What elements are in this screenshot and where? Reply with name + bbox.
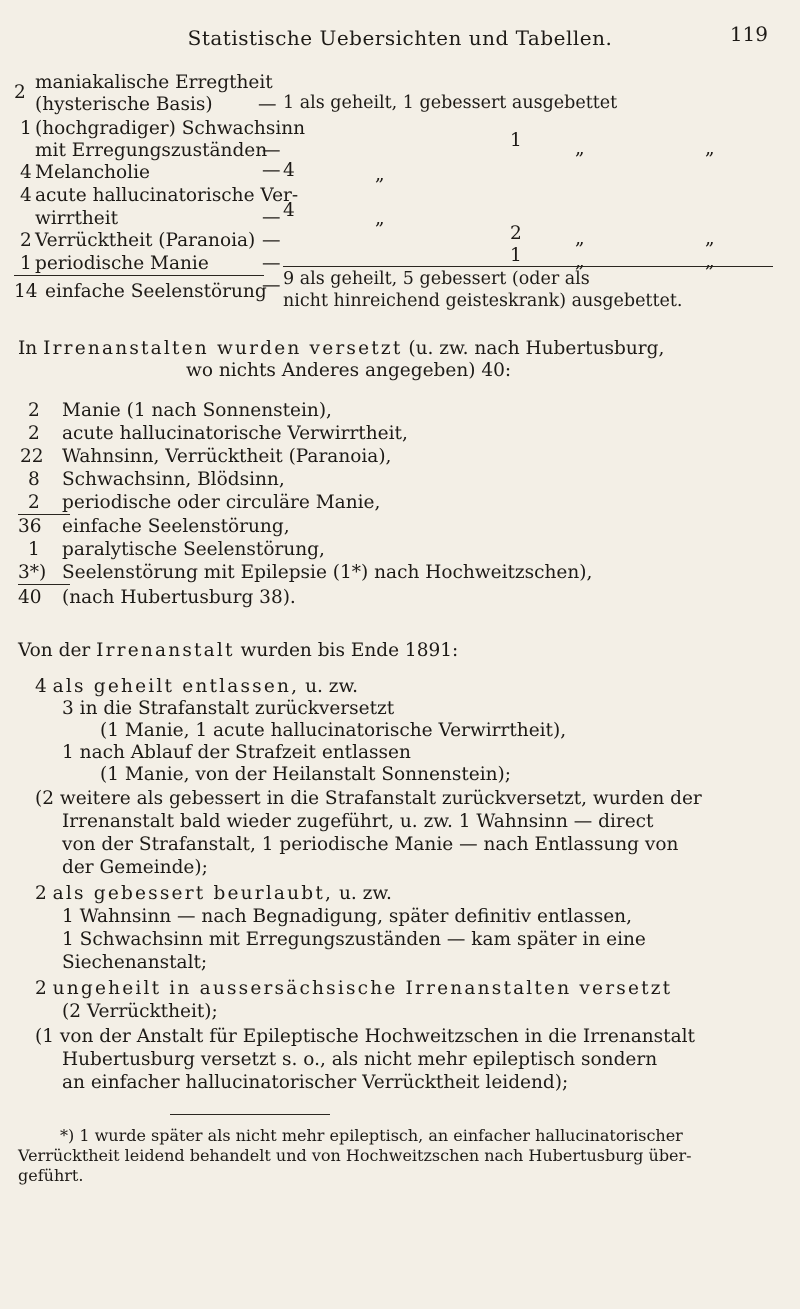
sum-rule <box>14 275 264 276</box>
row-count: 4 <box>20 185 32 206</box>
category-count: 2 <box>35 978 47 999</box>
item-text: acute hallucinatorische Verwirrtheit, <box>62 423 408 444</box>
heading-lead: In <box>18 338 38 359</box>
note-line: (1 von der Anstalt für Epileptische Hochweitzschen in die Irrenanstalt <box>35 1026 695 1047</box>
item-count: 2 <box>28 400 40 421</box>
note-line: Hubertusburg versetzt s. o., als nicht mehr epileptisch sondern <box>62 1049 658 1070</box>
total-count: 40 <box>18 587 42 608</box>
row-count: 1 <box>20 253 32 274</box>
heading-spaced: Irrenanstalt <box>96 640 235 661</box>
cell-ditto: „ <box>575 251 585 272</box>
sum-rule <box>283 266 773 267</box>
cell-gebessert: 1 <box>510 130 522 151</box>
item-text: periodische oder circuläre Manie, <box>62 492 381 513</box>
note-line: von der Strafanstalt, 1 periodische Manie — nach Entlassung von <box>62 834 679 855</box>
detail-line: (1 Manie, von der Heilanstalt Sonnenstein); <box>100 764 511 785</box>
note-line: der Gemeinde); <box>62 857 208 878</box>
item-count: 2 <box>28 492 40 513</box>
category-line <box>35 883 392 905</box>
footnote-line: *) 1 wurde später als nicht mehr epileptisch, an einfacher hallucinatorischer <box>60 1126 683 1145</box>
row-count: 1 <box>20 118 32 139</box>
cell-gebessert: 1 <box>510 245 522 266</box>
category-suffix: u. zw. <box>305 676 359 697</box>
row-dash: — <box>262 160 281 181</box>
section-heading <box>18 640 458 662</box>
item-count: 3*) <box>18 562 47 583</box>
category-suffix: u. zw. <box>338 883 392 904</box>
detail-line: 1 Wahnsinn — nach Begnadigung, später definitiv entlassen, <box>62 906 632 927</box>
item-count: 1 <box>28 539 40 560</box>
cell-ditto: „ <box>705 228 715 249</box>
footnote-line: geführt. <box>18 1166 84 1185</box>
row-label-cont: wirrtheit <box>35 208 119 229</box>
cell-ditto: „ <box>575 138 585 159</box>
row-count: 2 <box>20 230 32 251</box>
detail-line: 1 nach Ablauf der Strafzeit entlassen <box>62 742 411 763</box>
sum-rule <box>18 584 70 585</box>
detail-line: (1 Manie, 1 acute hallucinatorische Verwirrtheit), <box>100 720 567 741</box>
subtotal-text: einfache Seelenstörung, <box>62 516 290 537</box>
heading-spaced: Irrenanstalten wurden versetzt <box>43 338 403 359</box>
item-count: 8 <box>28 469 40 490</box>
cell-ditto: „ <box>575 228 585 249</box>
row-dash: — <box>262 253 281 274</box>
cell-ditto: „ <box>705 138 715 159</box>
cell-ditto: „ <box>705 251 715 272</box>
row-label: Verrücktheit (Paranoia) <box>35 230 256 251</box>
row-label: periodische Manie <box>35 253 209 274</box>
detail-line: (2 Verrücktheit); <box>62 1001 218 1022</box>
cell-ditto: „ <box>375 164 385 185</box>
row-count: 2 <box>14 82 26 103</box>
row-label: maniakalische Erregtheit <box>35 72 273 93</box>
sum-rule <box>18 514 70 515</box>
running-title: Statistische Uebersichten und Tabellen. <box>187 26 613 50</box>
row-dash: — <box>262 207 281 228</box>
footnote-rule <box>170 1114 330 1115</box>
row-dash: — <box>262 230 281 251</box>
footnote-line: Verrücktheit leidend behandelt und von Hochweitzschen nach Hubertusburg über- <box>18 1146 692 1165</box>
category-label: als gebessert beurlaubt, <box>52 883 334 904</box>
row-label: (hochgradiger) Schwachsinn <box>35 118 306 139</box>
category-line <box>35 676 358 698</box>
row-dash: — <box>262 275 281 296</box>
cell-ditto: „ <box>375 208 385 229</box>
item-text: Seelenstörung mit Epilepsie (1*) nach Hochweitzschen), <box>62 562 593 583</box>
section-heading-cont: wo nichts Anderes angegeben) 40: <box>186 360 512 381</box>
item-text: paralytische Seelenstörung, <box>62 539 325 560</box>
item-text: Wahnsinn, Verrücktheit (Paranoia), <box>62 446 392 467</box>
item-text: Schwachsinn, Blödsinn, <box>62 469 285 490</box>
note-line: (2 weitere als gebessert in die Strafanstalt zurückversetzt, wurden der <box>35 788 702 809</box>
total-count: 14 <box>14 281 38 302</box>
category-count: 4 <box>35 676 47 697</box>
cell-gebessert: 2 <box>510 223 522 244</box>
total-text: (nach Hubertusburg 38). <box>62 587 296 608</box>
total-result-cont: nicht hinreichend geisteskrank) ausgebettet. <box>283 291 683 311</box>
item-count: 22 <box>20 446 44 467</box>
row-label-cont: mit Erregungszuständen <box>35 140 268 161</box>
section-heading <box>18 338 664 360</box>
item-count: 2 <box>28 423 40 444</box>
category-line <box>35 978 672 1000</box>
item-text: Manie (1 nach Sonnenstein), <box>62 400 332 421</box>
row-label: Melancholie <box>35 162 150 183</box>
category-label: ungeheilt in aussersächsische Irrenanstalten versetzt <box>52 978 673 999</box>
total-label: einfache Seelenstörung <box>45 281 267 302</box>
category-label: als geheilt entlassen, <box>52 676 300 697</box>
row-dash: — <box>262 140 281 161</box>
row-dash: — <box>258 94 277 115</box>
note-line: an einfacher hallucinatorischer Verrücktheit leidend); <box>62 1072 569 1093</box>
page-number: 119 <box>729 22 768 46</box>
row-label: acute hallucinatorische Ver- <box>35 185 299 206</box>
row-label-cont: (hysterische Basis) <box>35 94 213 115</box>
subtotal-count: 36 <box>18 516 42 537</box>
detail-line: 1 Schwachsinn mit Erregungszuständen — kam später in eine <box>62 929 646 950</box>
category-count: 2 <box>35 883 47 904</box>
heading-rest: wurden bis Ende 1891: <box>240 640 459 661</box>
cell-geheilt: 4 <box>283 200 295 221</box>
heading-lead: Von der <box>18 640 91 661</box>
detail-line: 3 in die Strafanstalt zurückversetzt <box>62 698 395 719</box>
detail-line: Siechenanstalt; <box>62 952 208 973</box>
note-line: Irrenanstalt bald wieder zugeführt, u. zw. 1 Wahnsinn — direct <box>62 811 654 832</box>
heading-rest: (u. zw. nach Hubertusburg, <box>408 338 665 359</box>
total-result: 9 als geheilt, 5 gebessert (oder als <box>283 269 590 289</box>
cell-geheilt: 4 <box>283 160 295 181</box>
row-count: 4 <box>20 162 32 183</box>
row-result: 1 als geheilt, 1 gebessert ausgebettet <box>283 93 618 113</box>
page-header <box>0 20 800 60</box>
